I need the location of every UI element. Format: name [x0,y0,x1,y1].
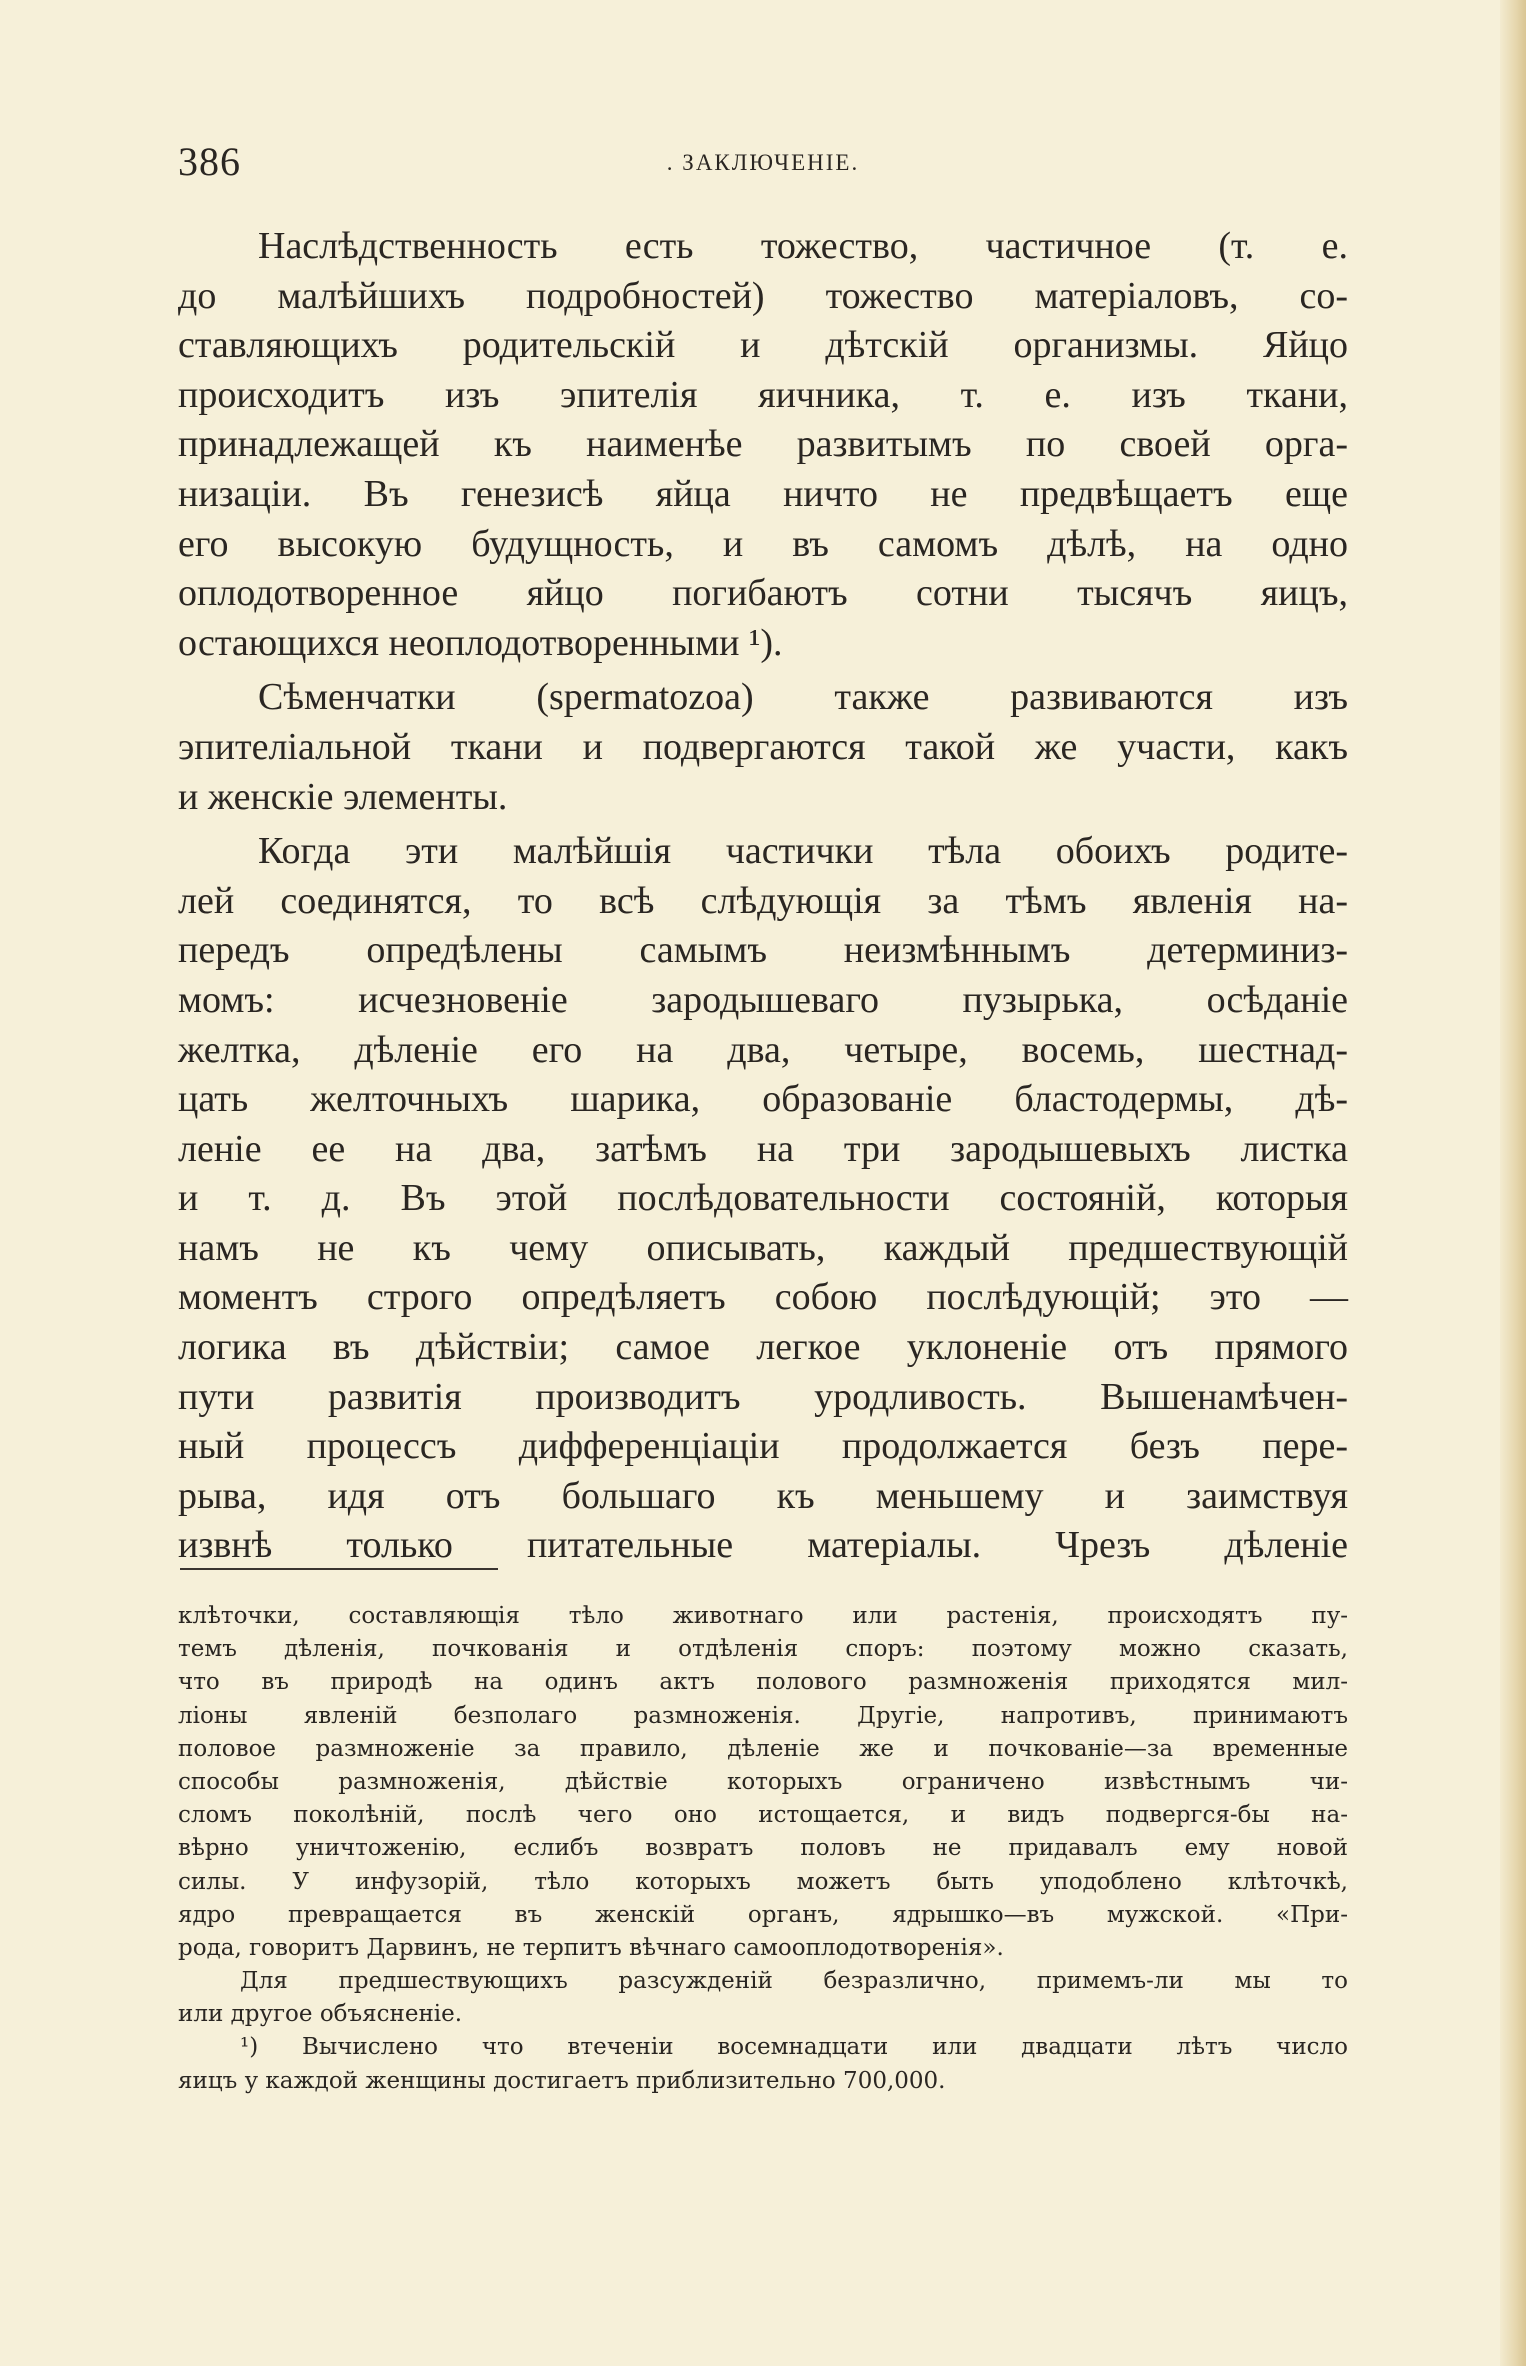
footnote-line: клѣточки, составляющія тѣло животнаго или растенія, происходятъ пу- [178,1603,1348,1629]
text-line: лей соединятся, то всѣ слѣдующія за тѣмъ явленія на- [178,879,1348,922]
text-line: леніе ее на два, затѣмъ на три зародышевыхъ листка [178,1127,1348,1170]
footnotes [178,1600,1348,2098]
text-line: моментъ строго опредѣляетъ собою послѣдующій; это — [178,1276,1348,1319]
footnote-line: половое размноженіе за правило, дѣленіе же и почкованіе—за временные [178,1735,1348,1762]
running-title: . ЗАКЛЮЧЕНІЕ. [666,150,860,175]
footnote-line: Для предшествующихъ разсужденій безразлично, примемъ-ли мы то [240,1968,1348,1995]
text-line: низаціи. Въ генезисѣ яйца ничто не предвѣщаетъ еще [178,472,1348,515]
text-line: эпителіальной ткани и подвергаются такой же участи, какъ [178,725,1348,768]
text-line: намъ не къ чему описывать, каждый предшествующій [178,1226,1348,1269]
footnote-line: яицъ у каждой женщины достигаетъ приблизительно 700,000. [178,2067,946,2094]
text-line: до малѣйшихъ подробностей) тожество матеріаловъ, со- [178,274,1348,317]
footnote-line: способы размноженія, дѣйствіе которыхъ ограничено извѣстнымъ чи- [178,1768,1348,1795]
text-line: оплодотворенное яйцо погибаютъ сотни тысячъ яицъ, [178,572,1348,615]
text-line: и т. д. Въ этой послѣдовательности состояній, которыя [178,1177,1348,1220]
footnote-continuation [178,1600,1348,1965]
text-line: его высокую будущность, и въ самомъ дѣлѣ, на одно [178,522,1348,565]
text-line: передъ опредѣлены самымъ неизмѣннымъ детерминиз- [178,929,1348,972]
text-line: Когда эти малѣйшія частички тѣла обоихъ родите- [258,830,1348,873]
page-edge-shadow [1500,0,1526,2366]
footnote-line: что въ природѣ на одинъ актъ полового размноженія приходятся мил- [178,1669,1348,1696]
footnote-line: ¹) Вычислено что втеченіи восемнадцати или двадцати лѣтъ число [240,2034,1348,2061]
text-line: Наслѣдственность есть тожество, частичное (т. е. [258,225,1348,267]
text-line: пути развитія производитъ уродливость. Вышенамѣчен- [178,1375,1348,1418]
text-line: рыва, идя отъ большаго къ меньшему и заимствуя [178,1474,1348,1517]
footnote-line: темъ дѣленія, почкованія и отдѣленія споръ: поэтому можно сказать, [178,1636,1348,1663]
page-number: 386 [178,139,241,184]
footnote-line: силы. У инфузорій, тѣло которыхъ можетъ быть уподоблено клѣточкѣ, [178,1868,1348,1895]
paragraph [178,673,1348,822]
text-line: желтка, дѣленіе его на два, четыре, восемь, шестнад- [178,1028,1348,1071]
text-line: логика въ дѣйствіи; самое легкое уклоненіе отъ прямого [178,1326,1348,1369]
footnote-1 [178,2031,1348,2097]
text-line: цать желточныхъ шарика, образованіе бластодермы, дѣ- [178,1078,1348,1121]
paragraph [178,827,1348,1571]
footnote-line: ядро превращается въ женскій органъ, ядрышко—въ мужской. «При- [178,1901,1348,1928]
text-line: принадлежащей къ наименѣе развитымъ по своей орга- [178,423,1348,466]
text-line: происходитъ изъ эпителія яичника, т. е. изъ ткани, [178,373,1348,416]
text-line: момъ: исчезновеніе зародышеваго пузырька, осѣданіе [178,978,1348,1021]
text-line: извнѣ только питательные матеріалы. Чрезъ дѣленіе [178,1524,1348,1567]
paragraph [178,222,1348,668]
text-line: ный процессъ дифференціаціи продолжается безъ пере- [178,1425,1348,1468]
footnote-line: рода, говоритъ Дарвинъ, не терпитъ вѣчнаго самооплодотворенія». [178,1934,1004,1961]
footnote-line: ліоны явленій безполаго размноженія. Другіе, напротивъ, принимаютъ [178,1702,1348,1729]
page-header [178,138,1348,198]
footnote-line: сломъ поколѣній, послѣ чего оно истощается, и видъ подвергся-бы на- [178,1802,1348,1829]
main-text [178,222,1348,1571]
footnote-line: вѣрно уничтоженію, еслибъ возвратъ половъ не придавалъ ему новой [178,1835,1348,1862]
footnote-separator-rule [180,1568,498,1570]
text-line: ставляющихъ родительскій и дѣтскій организмы. Яйцо [178,324,1348,367]
text-line: и женскіе элементы. [178,775,508,818]
footnote-line: или другое объясненіе. [178,2001,463,2028]
text-line: остающихся неоплодотворенными ¹). [178,621,783,664]
text-line: Сѣменчатки (spermatozoa) также развиваются изъ [258,676,1348,719]
footnote-paragraph [178,1965,1348,2031]
